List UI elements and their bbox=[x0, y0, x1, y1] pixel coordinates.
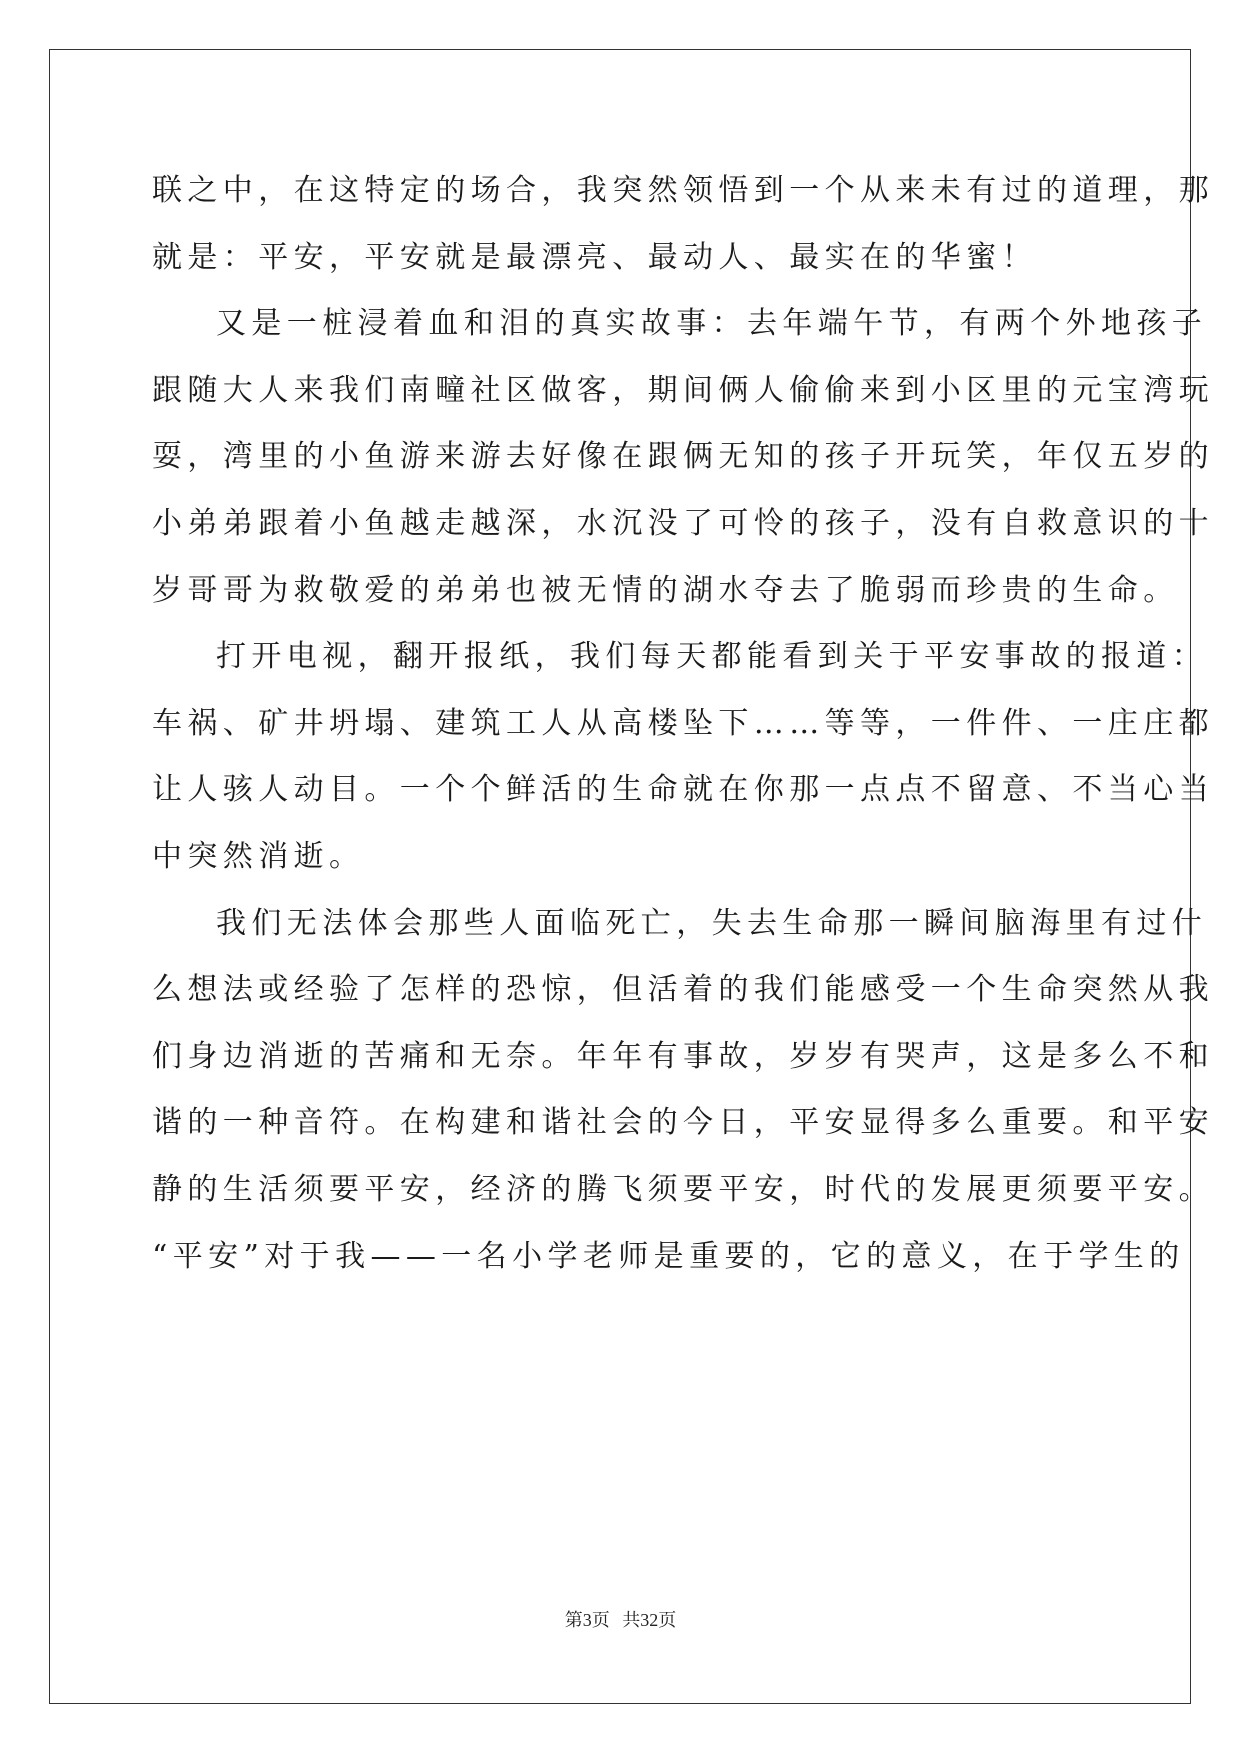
text-line-5: 耍，湾里的小鱼游来游去好像在跟俩无知的孩子开玩笑，年仅五岁的 bbox=[152, 439, 1214, 475]
text-line-6: 小弟弟跟着小鱼越走越深，水沉没了可怜的孩子，没有自救意识的十 bbox=[152, 505, 1214, 541]
text-line-4: 跟随大人来我们南疃社区做客，期间俩人偷偷来到小区里的元宝湾玩 bbox=[152, 372, 1214, 408]
document-body bbox=[152, 158, 1214, 1290]
text-line-9: 车祸、矿井坍塌、建筑工人从高楼坠下……等等，一件件、一庄庄都 bbox=[152, 705, 1214, 741]
total-pages: 共32页 bbox=[622, 1610, 677, 1630]
text-line-1: 联之中，在这特定的场合，我突然领悟到一个从来未有过的道理，那 bbox=[152, 173, 1214, 208]
text-line-13: 么想法或经验了怎样的恐惊，但活着的我们能感受一个生命突然从我 bbox=[152, 972, 1214, 1008]
text-line-17: “平安”对于我——一名小学老师是重要的，它的意义，在于学生的 bbox=[152, 1238, 1185, 1274]
paragraph-start-line-3: 又是一桩浸着血和泪的真实故事：去年端午节，有两个外地孩子 bbox=[216, 306, 1208, 342]
text-line-11: 中突然消逝。 bbox=[152, 838, 365, 874]
text-line-7: 岁哥哥为救敬爱的弟弟也被无情的湖水夺去了脆弱而珍贵的生命。 bbox=[152, 572, 1179, 608]
page-number: 第3页 bbox=[564, 1610, 610, 1630]
text-line-15: 谐的一种音符。在构建和谐社会的今日，平安显得多么重要。和平安 bbox=[152, 1105, 1214, 1141]
text-line-16: 静的生活须要平安，经济的腾飞须要平安，时代的发展更须要平安。 bbox=[152, 1171, 1214, 1207]
paragraph-start-line-8: 打开电视，翻开报纸，我们每天都能看到关于平安事故的报道： bbox=[216, 639, 1208, 675]
paragraph-start-line-12: 我们无法体会那些人面临死亡，失去生命那一瞬间脑海里有过什 bbox=[216, 905, 1208, 941]
text-line-2: 就是：平安，平安就是最漂亮、最动人、最实在的华蜜！ bbox=[152, 239, 1037, 275]
page-footer bbox=[0, 1606, 1241, 1632]
text-line-10: 让人骇人动目。一个个鲜活的生命就在你那一点点不留意、不当心当 bbox=[152, 772, 1214, 808]
text-line-14: 们身边消逝的苦痛和无奈。年年有事故，岁岁有哭声，这是多么不和 bbox=[152, 1038, 1214, 1074]
